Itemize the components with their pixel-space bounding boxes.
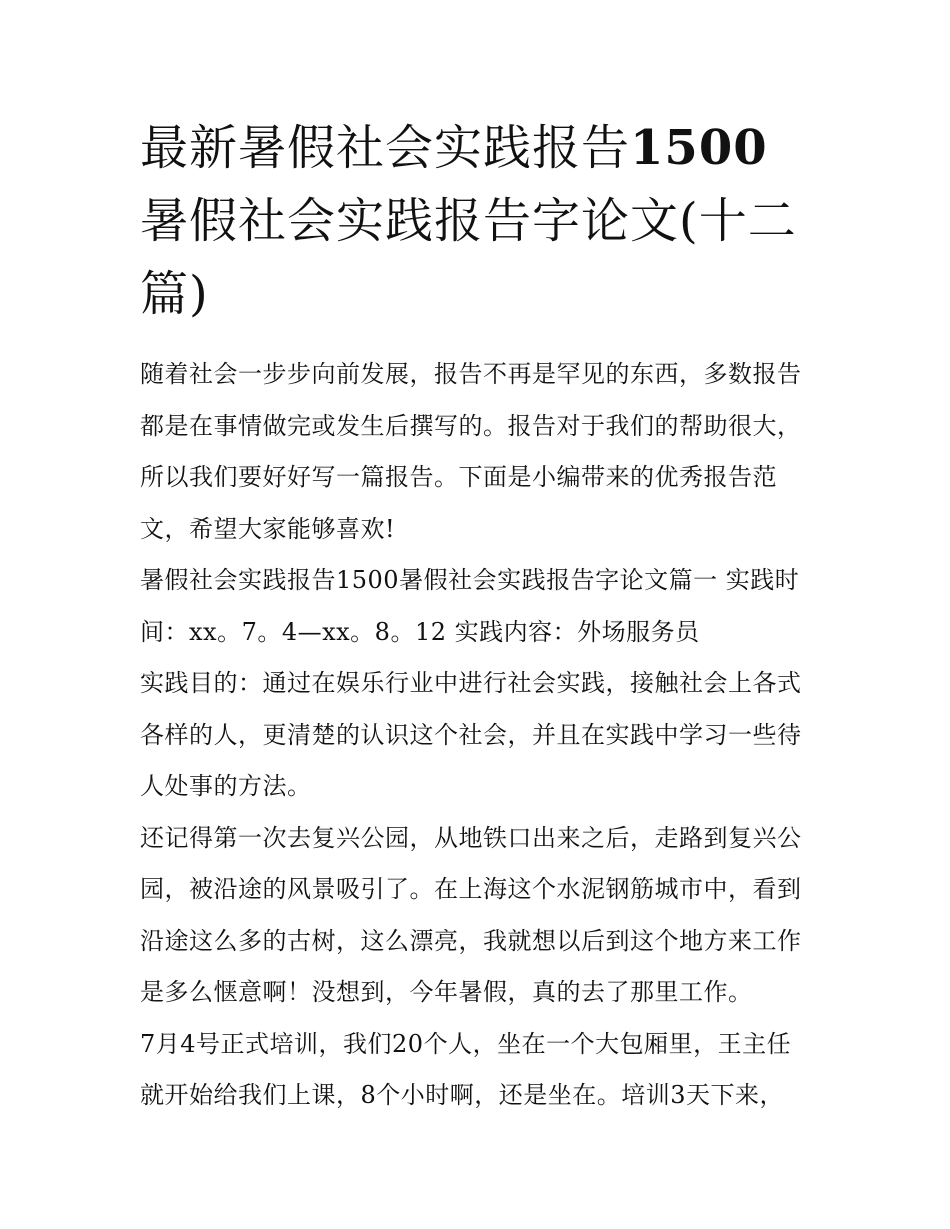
title-text-part1: 最新暑假社会实践报告 <box>140 120 631 176</box>
paragraph-memory: 还记得第一次去复兴公园，从地铁口出来之后，走路到复兴公园，被沿途的风景吸引了。在上海这个水泥钢筋城市中，看到沿途这么多的古树，这么漂亮，我就想以后到这个地方来工作是多么惬意啊！没想到，今年暑假，真的去了那里工作。 <box>140 823 802 1006</box>
document-body <box>140 349 812 1122</box>
paragraph-practice-info: 暑假社会实践报告1500暑假社会实践报告字论文篇一 实践时间：xx。7。4—xx。8。12 实践内容：外场服务员 <box>140 566 800 646</box>
document-title <box>140 112 812 331</box>
paragraph-intro: 随着社会一步步向前发展，报告不再是罕见的东西，多数报告都是在事情做完或发生后撰写的。报告对于我们的帮助很大，所以我们要好好写一篇报告。下面是小编带来的优秀报告范文，希望大家能够喜欢! <box>140 360 802 543</box>
paragraph-practice-goal: 实践目的：通过在娱乐行业中进行社会实践，接触社会上各式各样的人，更清楚的认识这个社会，并且在实践中学习一些待人处事的方法。 <box>140 669 802 800</box>
title-text-part2: 暑假社会实践报告字论文(十二篇) <box>140 193 797 322</box>
paragraph-training: 7月4号正式培训，我们20个人，坐在一个大包厢里，王主任就开始给我们上课，8个小时啊，还是坐在。培训3天下来， <box>140 1029 792 1109</box>
title-number: 1500 <box>630 120 768 176</box>
document-page <box>140 112 812 1122</box>
